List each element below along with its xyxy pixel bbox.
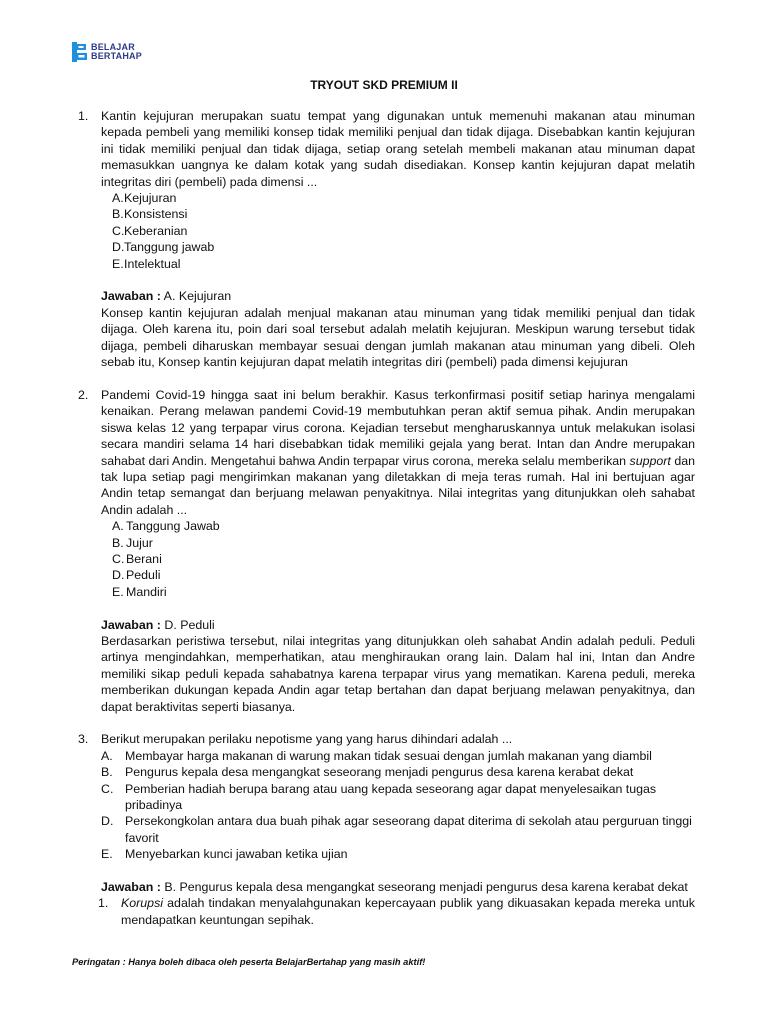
answer-explanation: Berdasarkan peristiwa tersebut, nilai integritas yang ditunjukkan oleh sahabat Andin adalah peduli. Peduli artinya mengindahkan, memperhatikan, atau menghiraukan orang lain. Dalam hal ini, Intan dan Andre memiliki sikap peduli kepada sahabatnya karena terpapar virus yang mematikan. Karena peduli, mereka memberikan dukungan kepada Andin agar tetap bertahan dan dapat berjuang melawan penyakitnya, dan dapat beraktivitas seperti biasanya. [101,633,695,714]
question-text: Kantin kejujuran merupakan suatu tempat yang digunakan untuk memenuhi makanan atau minuman kepada pembeli yang memiliki konsep tidak memiliki penjual dan tidak dijaga. Disebabkan kantin kejujuran ini tidak memiliki penjual dan tidak dijaga, setiap orang setelah membeli makanan atau minuman dapat memasukkan uangnya ke dalam kotak yang sudah disediakan. Konsep kantin kejujuran dapat melatih integritas diri (pembeli) pada dimensi ... [101,109,695,189]
option-d: D. Peduli [112,568,161,583]
option-b: B. Pengurus kepala desa mengangkat seseorang menjadi pengurus desa karena kerabat dekat [101,765,634,780]
answer-explanation: Konsep kantin kejujuran adalah menjual makanan atau minuman yang tidak memiliki penjual dan tidak dijaga. Oleh karena itu, poin dari soal tersebut adalah melatih kejujuran. Meskipun warung tersebut tidak dijaga, pembeli diharuskan membayar sesuai dengan jumlah makanan atau minuman yang dibeli. Oleh sebab itu, Konsep kantin kejujuran dapat melatih integritas diri (pembeli) pada dimensi kejujuran [101,305,695,370]
footer-warning: Peringatan : Hanya boleh dibaca oleh peserta BelajarBertahap yang masih aktif! [72,957,426,967]
answer [101,617,695,633]
option-c: C. Keberanian [112,223,188,238]
brand-name-line1: BELAJAR [91,42,135,52]
option-b: B. Konsistensi [112,207,188,222]
question-number: 1. [78,109,89,123]
brand-name-line2: BERTAHAP [91,51,142,61]
point-number: 1. [98,896,109,911]
question-3 [78,731,695,928]
option-list [112,190,695,272]
answer-label: Jawaban : [101,289,161,304]
option-d: D. Persekongkolan antara dua buah pihak agar seseorang dapat diterima di sekolah atau perguruan tinggi favorit [101,814,692,845]
answer-label: Jawaban : [101,880,161,895]
option-list [101,748,695,863]
point-text: adalah tindakan menyalahgunakan kepercayaan publik yang dikuasakan kepada mereka untuk mendapatkan keuntungan sepihak. [121,896,695,927]
question-text: Pandemi Covid-19 hingga saat ini belum berakhir. Kasus terkonfirmasi positif setiap harinya mengalami kenaikan. Perang melawan pandemi Covid-19 membutuhkan peran aktif semua pihak. Andin merupakan siswa kelas 12 yang terpapar virus corona. Kejadian tersebut mengharuskannya untuk melakukan isolasi secara mandiri selama 14 hari disebabkan tidak memiliki gejala yang berat. Intan dan Andre merupakan sahabat dari Andin. Mengetahui bahwa Andin terpapar virus corona, mereka selalu memberikan support dan tak lupa setiap pagi mengirimkan makanan yang diletakkan di meja teras rumah. Hal ini bertujuan agar Andin tetap semangat dan berjuang melawan penyakitnya. Nilai integritas yang ditunjukkan oleh sahabat Andin adalah ... [101,387,695,517]
brand-logo [72,42,142,62]
option-b: B. Jujur [112,535,153,550]
point-term: Korupsi [121,896,164,911]
question-2 [78,387,695,715]
option-a: A. Kejujuran [112,191,177,206]
question-text: Berikut merupakan perilaku nepotisme yang yang harus dihindari adalah ... [101,732,513,747]
question-number: 3. [78,732,89,747]
option-d: D. Tanggung jawab [112,240,215,255]
option-e: E. Intelektual [112,256,181,271]
option-a: A. Tanggung Jawab [112,519,220,534]
answer-value: A. Kejujuran [160,289,232,304]
brand-name [91,43,142,61]
answer-value: B. Pengurus kepala desa mengangkat seseorang menjadi pengurus desa karena kerabat dekat [160,880,688,895]
page-title: TRYOUT SKD PREMIUM II [310,78,458,92]
answer [101,879,695,895]
answer-value: D. Peduli [160,617,215,632]
option-e: E. Menyebarkan kunci jawaban ketika ujian [101,847,348,862]
answer [101,288,695,304]
brand-logo-icon [72,42,88,62]
answer-label: Jawaban : [101,617,161,632]
option-a: A. Membayar harga makanan di warung makan tidak sesuai dengan jumlah makanan yang diambil [101,748,652,763]
option-e: E. Mandiri [112,584,167,599]
option-list [112,518,695,600]
option-c: C. Pemberian hadiah berupa barang atau uang kepada seseorang agar dapat menyelesaikan tugas pribadinya [101,781,657,812]
explanation-point-1 [98,895,695,928]
question-1 [78,108,695,370]
document-body [78,108,695,928]
option-c: C. Berani [112,551,162,566]
question-number: 2. [78,387,89,402]
